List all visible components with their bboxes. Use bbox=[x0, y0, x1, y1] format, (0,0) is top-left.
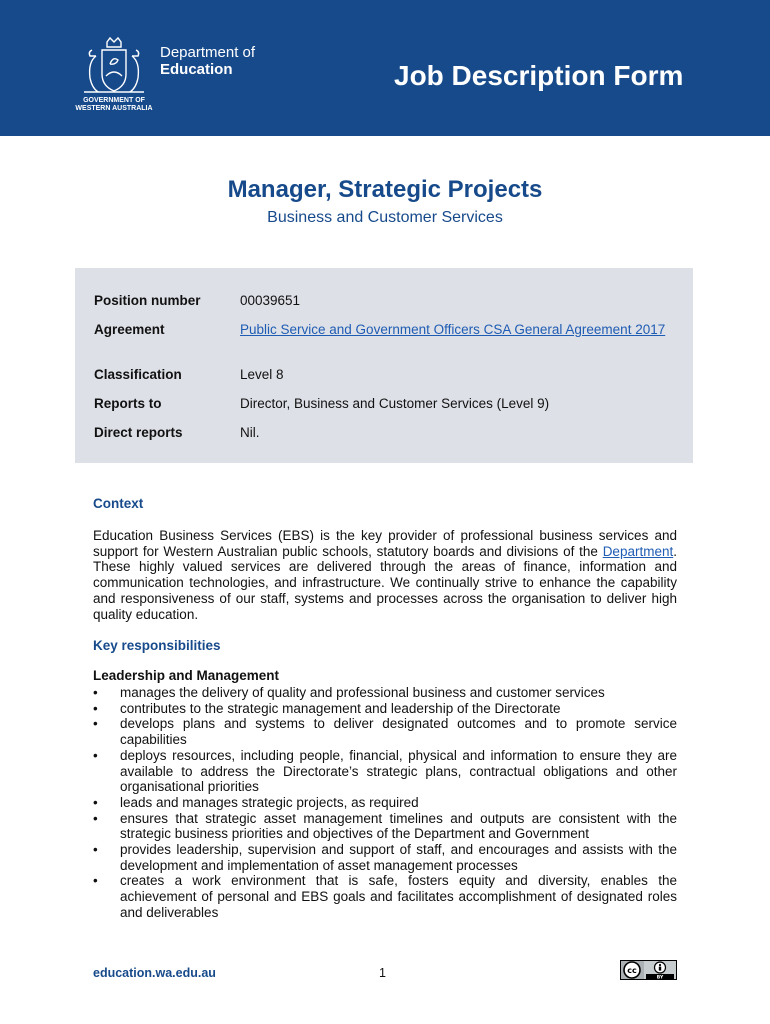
context-paragraph bbox=[93, 528, 677, 622]
list-item bbox=[93, 873, 677, 920]
bullet-icon: • bbox=[93, 747, 98, 763]
wa-coat-of-arms-icon bbox=[74, 36, 154, 98]
context-heading: Context bbox=[93, 496, 144, 511]
list-item-text: provides leadership, supervision and support of staff, and encourages and assists with the development and implementation of asset management processes bbox=[120, 842, 677, 873]
bullet-icon: • bbox=[93, 842, 98, 858]
page-number: 1 bbox=[379, 966, 386, 980]
bullet-icon: • bbox=[93, 700, 98, 716]
info-value: Nil. bbox=[240, 425, 260, 440]
creative-commons-by-icon bbox=[620, 960, 677, 980]
info-value bbox=[240, 322, 670, 338]
list-item bbox=[93, 842, 677, 873]
list-item bbox=[93, 795, 677, 811]
info-value: 00039651 bbox=[240, 293, 301, 308]
position-title: Manager, Strategic Projects bbox=[227, 176, 543, 203]
government-label bbox=[72, 97, 156, 113]
context-text-start: Education Business Services (EBS) is the key provider of professional business services and support for Western Australian public schools, statutory boards and divisions of the bbox=[93, 528, 677, 559]
agreement-link[interactable]: Public Service and Government Officers CSA General Agreement 2017 bbox=[240, 322, 666, 337]
cc-label: cc bbox=[627, 966, 637, 976]
department-name-line2: Education bbox=[160, 61, 233, 78]
list-item-text: develops plans and systems to deliver designated outcomes and to promote service capabilities bbox=[120, 716, 677, 748]
department-name bbox=[160, 44, 255, 78]
list-item bbox=[93, 685, 677, 701]
bullet-icon: • bbox=[93, 685, 98, 700]
info-label: Position number bbox=[94, 293, 201, 308]
list-item bbox=[93, 701, 677, 717]
government-label-line1: GOVERNMENT OF bbox=[83, 97, 145, 104]
info-value: Level 8 bbox=[240, 367, 284, 382]
position-subtitle: Business and Customer Services bbox=[267, 209, 503, 226]
info-value: Director, Business and Customer Services (Level 9) bbox=[240, 396, 550, 411]
bullet-icon: • bbox=[93, 810, 98, 826]
bullet-icon: • bbox=[93, 794, 98, 810]
responsibilities-list bbox=[93, 685, 677, 921]
responsibilities-heading: Key responsibilities bbox=[93, 638, 221, 653]
by-label: BY bbox=[656, 975, 664, 980]
footer-website-link[interactable]: education.wa.edu.au bbox=[93, 966, 216, 980]
info-label: Classification bbox=[94, 367, 182, 382]
list-item-text: contributes to the strategic management and leadership of the Directorate bbox=[120, 700, 561, 716]
form-title: Job Description Form bbox=[394, 60, 684, 91]
government-label-line2: WESTERN AUSTRALIA bbox=[75, 105, 153, 112]
list-item bbox=[93, 716, 677, 747]
list-item bbox=[93, 811, 677, 842]
info-label: Direct reports bbox=[94, 425, 183, 440]
bullet-icon: • bbox=[93, 873, 98, 889]
leadership-subheading: Leadership and Management bbox=[93, 668, 280, 683]
position-info-box bbox=[75, 268, 693, 463]
context-text-end: . These highly valued services are delivered through the areas of finance, information and communication technologies, and infrastructure. We continually strive to enhance the capability and responsiveness of our staff, systems and processes across the organisation to deliver high quality education. bbox=[93, 543, 677, 622]
info-label: Agreement bbox=[94, 322, 165, 337]
list-item-text: ensures that strategic asset management timelines and outputs are consistent with the strategic business priorities and objectives of the Department and Government bbox=[120, 810, 677, 842]
list-item bbox=[93, 748, 677, 795]
info-label: Reports to bbox=[94, 396, 162, 411]
list-item-text: leads and manages strategic projects, as required bbox=[120, 794, 419, 810]
list-item-text: deploys resources, including people, financial, physical and information to ensure they are available to address the Directorate’s strategic plans, contractual obligations and other organisational priorities bbox=[120, 747, 677, 795]
list-item-text: creates a work environment that is safe, fosters equity and diversity, enables the achievement of personal and EBS goals and facilitates accomplishment of designated roles and deliverables bbox=[120, 873, 677, 920]
page-header bbox=[0, 0, 770, 136]
bullet-icon: • bbox=[93, 716, 98, 732]
department-link[interactable]: Department bbox=[602, 543, 674, 559]
list-item-text: manages the delivery of quality and professional business and customer services bbox=[120, 685, 605, 700]
department-name-line1: Department of bbox=[160, 44, 256, 61]
